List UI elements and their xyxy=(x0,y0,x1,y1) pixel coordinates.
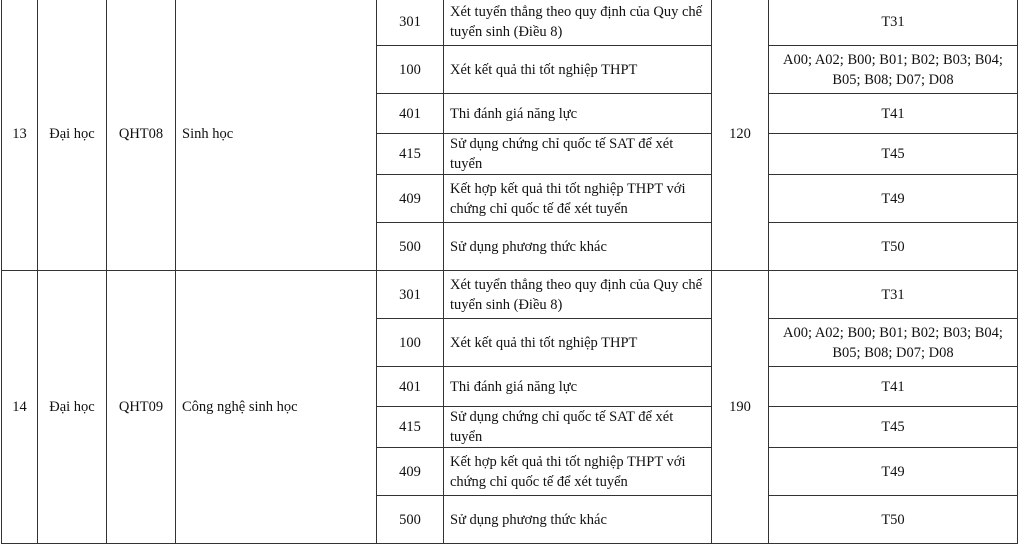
method-code: 301 xyxy=(377,271,444,319)
subject-combination: T50 xyxy=(769,223,1018,271)
table-row xyxy=(2,0,1018,46)
program-quota: 120 xyxy=(712,0,769,271)
subject-combination: T45 xyxy=(769,407,1018,448)
method-code: 415 xyxy=(377,407,444,448)
method-code: 415 xyxy=(377,134,444,175)
program-name: Công nghệ sinh học xyxy=(176,271,377,544)
method-description: Thi đánh giá năng lực xyxy=(444,94,712,134)
method-code: 500 xyxy=(377,223,444,271)
subject-combination: T49 xyxy=(769,448,1018,496)
program-number: 14 xyxy=(2,271,38,544)
program-name: Sinh học xyxy=(176,0,377,271)
subject-combination: T31 xyxy=(769,0,1018,46)
program-code: QHT09 xyxy=(107,271,176,544)
method-description: Xét tuyển thẳng theo quy định của Quy chế tuyển sinh (Điều 8) xyxy=(444,271,712,319)
method-description: Kết hợp kết quả thi tốt nghiệp THPT với chứng chỉ quốc tế để xét tuyển xyxy=(444,448,712,496)
program-number: 13 xyxy=(2,0,38,271)
method-code: 409 xyxy=(377,448,444,496)
subject-combination: T31 xyxy=(769,271,1018,319)
subject-combination: A00; A02; B00; B01; B02; B03; B04; B05; B08; D07; D08 xyxy=(769,46,1018,94)
subject-combination: T45 xyxy=(769,134,1018,175)
program-level: Đại học xyxy=(38,0,107,271)
method-description: Sử dụng phương thức khác xyxy=(444,223,712,271)
method-description: Kết hợp kết quả thi tốt nghiệp THPT với chứng chỉ quốc tế để xét tuyển xyxy=(444,175,712,223)
subject-combination: T41 xyxy=(769,94,1018,134)
program-code: QHT08 xyxy=(107,0,176,271)
program-quota: 190 xyxy=(712,271,769,544)
method-description: Thi đánh giá năng lực xyxy=(444,367,712,407)
subject-combination: A00; A02; B00; B01; B02; B03; B04; B05; B08; D07; D08 xyxy=(769,319,1018,367)
method-description: Sử dụng chứng chỉ quốc tế SAT để xét tuyển xyxy=(444,407,712,448)
table-row xyxy=(2,271,1018,319)
method-description: Sử dụng phương thức khác xyxy=(444,496,712,544)
program-level: Đại học xyxy=(38,271,107,544)
method-description: Xét kết quả thi tốt nghiệp THPT xyxy=(444,46,712,94)
method-description: Xét tuyển thẳng theo quy định của Quy chế tuyển sinh (Điều 8) xyxy=(444,0,712,46)
method-code: 409 xyxy=(377,175,444,223)
method-code: 401 xyxy=(377,367,444,407)
subject-combination: T50 xyxy=(769,496,1018,544)
method-code: 401 xyxy=(377,94,444,134)
method-description: Sử dụng chứng chỉ quốc tế SAT để xét tuyển xyxy=(444,134,712,175)
method-code: 500 xyxy=(377,496,444,544)
method-code: 301 xyxy=(377,0,444,46)
subject-combination: T41 xyxy=(769,367,1018,407)
admissions-table xyxy=(1,0,1018,544)
method-description: Xét kết quả thi tốt nghiệp THPT xyxy=(444,319,712,367)
method-code: 100 xyxy=(377,46,444,94)
subject-combination: T49 xyxy=(769,175,1018,223)
method-code: 100 xyxy=(377,319,444,367)
